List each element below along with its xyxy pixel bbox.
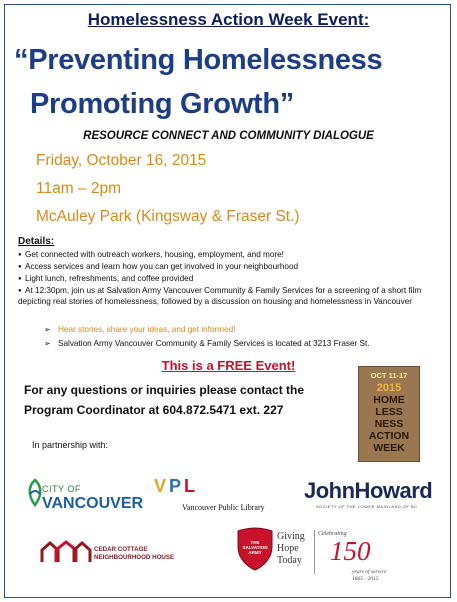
- slogan-word: Today: [277, 555, 302, 566]
- years-of-service: years of service: [352, 569, 387, 575]
- details-item: ● At 12:30pm, join us at Salvation Army Vancouver Community & Family Services for a screening of a short film depicting real stories of homelessness, followed by a discussion on housing and homelessness in Vancouver: [18, 286, 422, 306]
- subtitle: RESOURCE CONNECT AND COMMUNITY DIALOGUE: [83, 130, 374, 142]
- title-line-2: Promoting Growth”: [30, 88, 294, 120]
- event-time: 11am – 2pm: [36, 180, 122, 197]
- free-event-note: This is a FREE Event!: [161, 358, 296, 373]
- vpl-name: Vancouver Public Library: [182, 503, 265, 512]
- cedar-cottage-house-icon: [40, 540, 92, 564]
- event-kicker: Homelessness Action Week Event:: [87, 10, 370, 29]
- vpl-logo: [154, 476, 198, 497]
- details-item: ● Get connected with outreach workers, housing, employment, and more!: [18, 250, 284, 259]
- john-howard-logo: JohnHoward: [304, 478, 433, 503]
- event-location: McAuley Park (Kingsway & Fraser St.): [36, 208, 300, 225]
- partnership-label: In partnership with:: [32, 440, 109, 450]
- bullet-icon: ●: [18, 252, 22, 258]
- slogan-word: Hope: [277, 543, 299, 554]
- event-date: Friday, October 16, 2015: [36, 152, 207, 169]
- cedar-cottage-line-2: NEIGHBOURHOOD HOUSE: [94, 554, 175, 561]
- poster-word: HOME: [373, 394, 405, 406]
- city-of-label: CITY OF: [42, 484, 81, 494]
- divider: [314, 530, 315, 574]
- details-item: ● Light lunch, refreshments, and coffee provided: [18, 274, 194, 283]
- cedar-cottage-line-1: CEDAR COTTAGE: [94, 546, 148, 553]
- details-heading: Details:: [18, 236, 55, 247]
- poster-year: 2015: [376, 382, 402, 394]
- service-range: 1865 - 2015: [352, 576, 379, 582]
- salvation-army-shield-text: THE SALVATION ARMY: [242, 540, 268, 555]
- celebrating-label: Celebrating: [318, 531, 347, 537]
- arrow-icon: ➢: [44, 325, 51, 334]
- vpl-letter: L: [184, 476, 199, 496]
- contact-line-1: For any questions or inquiries please contact the: [24, 383, 305, 397]
- title-line-1: “Preventing Homelessness: [14, 44, 383, 76]
- poster-word: NESS: [374, 418, 404, 430]
- details-subitem: ➢ Hear stories, share your ideas, and get informed!: [44, 325, 236, 334]
- poster-word: LESS: [375, 406, 403, 418]
- vpl-letter: P: [169, 476, 185, 496]
- vancouver-label: VANCOUVER: [42, 495, 144, 512]
- details-subitem: ➢ Salvation Army Vancouver Community & Family Services is located at 3213 Fraser St.: [44, 339, 370, 348]
- slogan-word: Giving: [277, 531, 305, 542]
- poster-word: WEEK: [373, 442, 405, 454]
- details-item: ● Access services and learn how you can get involved in your neighbourhood: [18, 262, 299, 271]
- arrow-icon: ➢: [44, 339, 51, 348]
- contact-line-2: Program Coordinator at 604.872.5471 ext. 227: [24, 403, 284, 417]
- bullet-icon: ●: [18, 276, 22, 282]
- bullet-icon: ●: [18, 288, 22, 294]
- john-howard-tagline: SOCIETY OF THE LOWER MAINLAND OF BC: [316, 504, 418, 509]
- poster-dates: OCT 11-17: [370, 371, 408, 380]
- poster-word: ACTION: [368, 430, 410, 442]
- vpl-letter: V: [154, 476, 170, 496]
- years-150: 150: [330, 536, 371, 566]
- bullet-icon: ●: [18, 264, 22, 270]
- homelessness-action-week-poster: [358, 366, 420, 462]
